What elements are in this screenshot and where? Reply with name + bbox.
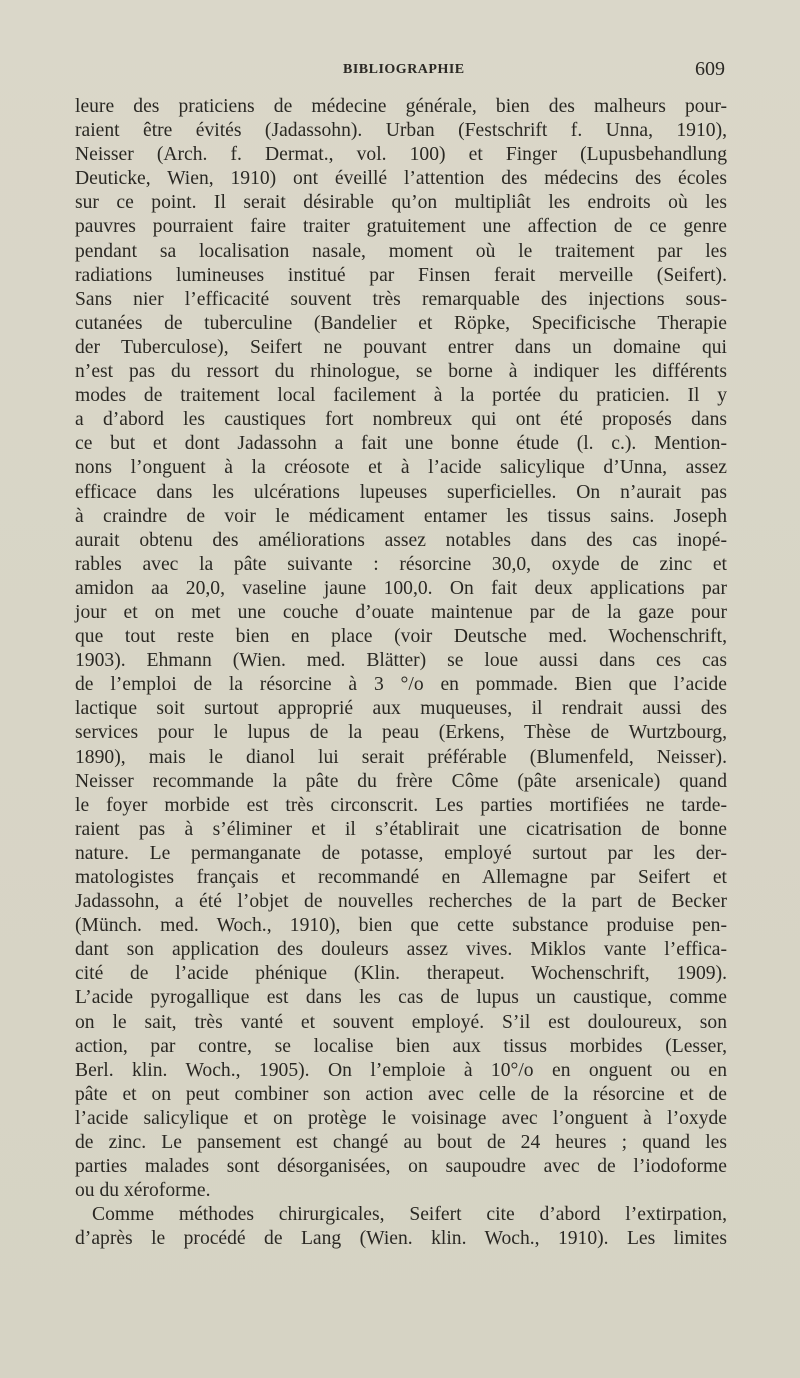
- text-line: parties malades sont désorganisées, on saupoudre avec de l’iodoforme: [75, 1156, 727, 1178]
- text-line: 1903). Ehmann (Wien. med. Blätter) se loue aussi dans ces cas: [75, 650, 727, 672]
- text-line: de l’emploi de la résorcine à 3 °/o en pommade. Bien que l’acide: [75, 674, 727, 696]
- text-line: radiations lumineuses institué par Finsen ferait merveille (Seifert).: [75, 264, 727, 286]
- text-line: sur ce point. Il serait désirable qu’on multipliât les endroits où les: [75, 192, 727, 214]
- text-line: der Tuberculose), Seifert ne pouvant entrer dans un domaine qui: [75, 336, 727, 358]
- text-line: Deuticke, Wien, 1910) ont éveillé l’attention des médecins des écoles: [75, 168, 727, 190]
- text-line: Sans nier l’efficacité souvent très remarquable des injections sous-: [75, 288, 727, 310]
- text-line: services pour le lupus de la peau (Erkens, Thèse de Wurtzbourg,: [75, 722, 727, 744]
- text-line: matologistes français et recommandé en Allemagne par Seifert et: [75, 867, 727, 888]
- text-line: aurait obtenu des améliorations assez notables dans des cas inopé-: [75, 529, 727, 551]
- text-line: de zinc. Le pansement est changé au bout de 24 heures ; quand les: [75, 1132, 727, 1154]
- page-header: [0, 58, 800, 86]
- text-line: action, par contre, se localise bien aux tissus morbides (Lesser,: [75, 1035, 727, 1057]
- text-line: cutanées de tuberculine (Bandelier et Röpke, Specificische Therapie: [75, 312, 727, 334]
- running-title: BIBLIOGRAPHIE: [343, 62, 465, 77]
- text-line: que tout reste bien en place (voir Deutsche med. Wochenschrift,: [75, 626, 727, 648]
- page-number: 609: [695, 58, 725, 80]
- text-line: le foyer morbide est très circonscrit. Les parties mortifiées ne tarde-: [75, 794, 727, 816]
- text-line: d’après le procédé de Lang (Wien. klin. Woch., 1910). Les limites: [75, 1228, 727, 1250]
- text-line: nature. Le permanganate de potasse, employé surtout par les der-: [75, 842, 727, 864]
- text-line: à craindre de voir le médicament entamer les tissus sains. Joseph: [75, 505, 727, 527]
- text-line: dant son application des douleurs assez vives. Miklos vante l’effica-: [75, 939, 727, 961]
- text-line: Comme méthodes chirurgicales, Seifert cite d’abord l’extirpation,: [92, 1204, 727, 1226]
- text-line: l’acide salicylique et on protège le voisinage avec l’onguent à l’oxyde: [75, 1107, 727, 1129]
- text-line: lactique soit surtout approprié aux muqueuses, il rendrait aussi des: [75, 698, 727, 720]
- text-line: leure des praticiens de médecine générale, bien des malheurs pour-: [75, 96, 727, 117]
- text-line: 1890), mais le dianol lui serait préférable (Blumenfeld, Neisser).: [75, 746, 727, 768]
- text-line: ce but et dont Jadassohn a fait une bonne étude (l. c.). Mention-: [75, 433, 727, 455]
- text-line: raient pas à s’éliminer et il s’établirait une cicatrisation de bonne: [75, 818, 727, 840]
- text-line: Neisser recommande la pâte du frère Côme (pâte arsenicale) quand: [75, 770, 727, 792]
- text-line: (Münch. med. Woch., 1910), bien que cette substance produise pen-: [75, 915, 727, 937]
- text-line: rables avec la pâte suivante : résorcine 30,0, oxyde de zinc et: [75, 553, 727, 575]
- text-line: pâte et on peut combiner son action avec celle de la résorcine et de: [75, 1083, 727, 1105]
- body-text: [75, 95, 727, 1252]
- text-line: amidon aa 20,0, vaseline jaune 100,0. On fait deux applications par: [75, 577, 727, 599]
- text-line: cité de l’acide phénique (Klin. therapeut. Wochenschrift, 1909).: [75, 963, 727, 985]
- text-line: n’est pas du ressort du rhinologue, se borne à indiquer les différents: [75, 361, 727, 383]
- text-line: Jadassohn, a été l’objet de nouvelles recherches de la part de Becker: [75, 891, 727, 913]
- text-line: nons l’onguent à la créosote et à l’acide salicylique d’Unna, assez: [75, 457, 727, 479]
- text-line: pauvres pourraient faire traiter gratuitement une affection de ce genre: [75, 216, 727, 238]
- text-line: pendant sa localisation nasale, moment où le traitement par les: [75, 240, 727, 262]
- text-line: ou du xéroforme.: [75, 1180, 211, 1202]
- text-line: Neisser (Arch. f. Dermat., vol. 100) et Finger (Lupusbehandlung: [75, 144, 727, 166]
- text-line: raient être évités (Jadassohn). Urban (Festschrift f. Unna, 1910),: [75, 120, 727, 142]
- text-line: modes de traitement local facilement à la portée du praticien. Il y: [75, 385, 727, 407]
- text-line: efficace dans les ulcérations lupeuses superficielles. On n’aurait pas: [75, 481, 727, 503]
- text-line: Berl. klin. Woch., 1905). On l’emploie à 10°/o en onguent ou en: [75, 1059, 727, 1081]
- text-line: L’acide pyrogallique est dans les cas de lupus un caustique, comme: [75, 987, 727, 1009]
- text-line: jour et on met une couche d’ouate maintenue par de la gaze pour: [75, 601, 727, 623]
- text-line: on le sait, très vanté et souvent employé. S’il est douloureux, son: [75, 1011, 727, 1033]
- text-line: a d’abord les caustiques fort nombreux qui ont été proposés dans: [75, 409, 727, 431]
